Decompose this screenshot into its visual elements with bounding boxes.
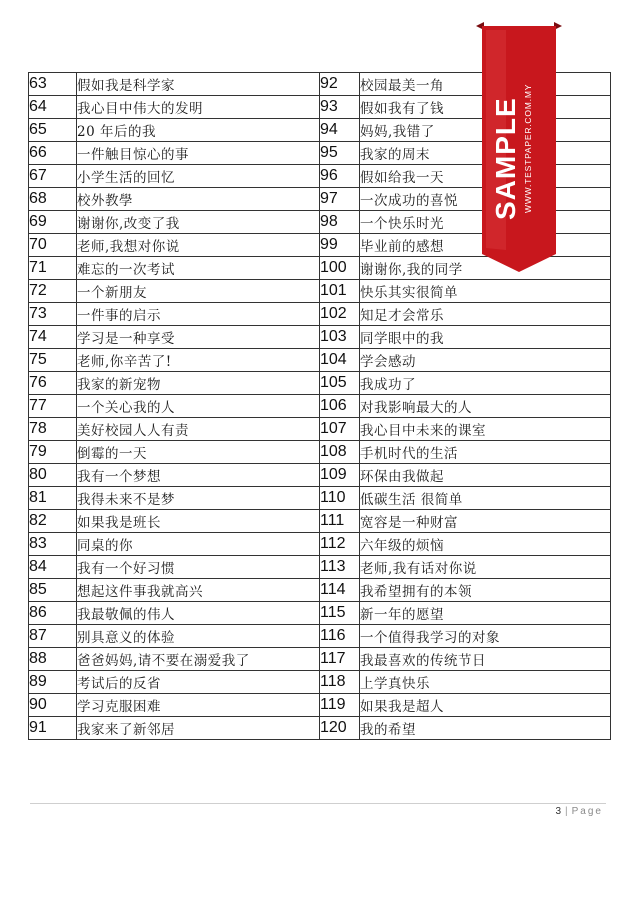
topic-number: 102 (320, 303, 360, 326)
topic-title: 校外教學 (77, 188, 320, 211)
topic-title: 老师,我想对你说 (77, 234, 320, 257)
topic-number: 103 (320, 326, 360, 349)
topic-title: 学习是一种享受 (77, 326, 320, 349)
sample-watermark-text: SAMPLE (490, 97, 521, 220)
topic-title: 我有一个好习惯 (77, 556, 320, 579)
table-row (29, 625, 611, 648)
topic-number: 110 (320, 487, 360, 510)
topic-number: 92 (320, 73, 360, 96)
topic-number: 100 (320, 257, 360, 280)
topic-title: 我家的新宠物 (77, 372, 320, 395)
topic-title: 一个值得我学习的对象 (360, 625, 611, 648)
topic-title: 老师,你辛苦了! (77, 349, 320, 372)
topic-number: 85 (29, 579, 77, 602)
topic-title: 别具意义的体验 (77, 625, 320, 648)
topic-number: 69 (29, 211, 77, 234)
topic-title: 同桌的你 (77, 533, 320, 556)
table-row (29, 326, 611, 349)
topic-number: 113 (320, 556, 360, 579)
topic-number: 115 (320, 602, 360, 625)
topic-title: 考试后的反省 (77, 671, 320, 694)
topic-title: 假如我有了钱 (360, 96, 611, 119)
topic-title: 我希望拥有的本领 (360, 579, 611, 602)
topic-number: 95 (320, 142, 360, 165)
topic-number: 84 (29, 556, 77, 579)
topic-number: 117 (320, 648, 360, 671)
topic-title: 我成功了 (360, 372, 611, 395)
topic-number: 67 (29, 165, 77, 188)
topic-number: 79 (29, 441, 77, 464)
topic-title: 我心目中未来的课室 (360, 418, 611, 441)
page-number: 3 (555, 806, 562, 817)
table-row (29, 602, 611, 625)
topic-title: 小学生活的回忆 (77, 165, 320, 188)
topic-number: 86 (29, 602, 77, 625)
table-row (29, 487, 611, 510)
topic-number: 65 (29, 119, 77, 142)
topic-title: 倒霉的一天 (77, 441, 320, 464)
topic-title: 爸爸妈妈,请不要在溺爱我了 (77, 648, 320, 671)
topic-title: 我有一个梦想 (77, 464, 320, 487)
topic-title: 环保由我做起 (360, 464, 611, 487)
topic-number: 82 (29, 510, 77, 533)
topic-title: 如果我是超人 (360, 694, 611, 717)
topic-number: 68 (29, 188, 77, 211)
topic-title: 谢谢你,我的同学 (360, 257, 611, 280)
topic-title: 难忘的一次考试 (77, 257, 320, 280)
topic-number: 63 (29, 73, 77, 96)
topic-number: 87 (29, 625, 77, 648)
topic-number: 116 (320, 625, 360, 648)
table-row (29, 671, 611, 694)
footer-separator: | (565, 806, 568, 817)
topic-number: 75 (29, 349, 77, 372)
topic-number: 99 (320, 234, 360, 257)
topic-title: 如果我是班长 (77, 510, 320, 533)
topic-number: 120 (320, 717, 360, 740)
topic-title: 手机时代的生活 (360, 441, 611, 464)
topic-title: 知足才会常乐 (360, 303, 611, 326)
table-row (29, 280, 611, 303)
topic-number: 119 (320, 694, 360, 717)
topic-title: 我家来了新邻居 (77, 717, 320, 740)
page-label: Page (571, 806, 603, 817)
table-row (29, 349, 611, 372)
footer-divider (30, 803, 606, 804)
topic-number: 64 (29, 96, 77, 119)
topic-title: 一件事的启示 (77, 303, 320, 326)
topic-number: 108 (320, 441, 360, 464)
topic-title: 我的希望 (360, 717, 611, 740)
topic-title: 一次成功的喜悦 (360, 188, 611, 211)
table-row (29, 303, 611, 326)
topic-number: 112 (320, 533, 360, 556)
table-row (29, 372, 611, 395)
topic-title: 我心目中伟大的发明 (77, 96, 320, 119)
table-row (29, 510, 611, 533)
table-row (29, 556, 611, 579)
topic-title: 宽容是一种财富 (360, 510, 611, 533)
topic-number: 114 (320, 579, 360, 602)
topic-number: 66 (29, 142, 77, 165)
topic-title: 新一年的愿望 (360, 602, 611, 625)
topic-title: 美好校园人人有责 (77, 418, 320, 441)
table-row (29, 464, 611, 487)
topic-title: 假如给我一天 (360, 165, 611, 188)
topic-title: 谢谢你,改变了我 (77, 211, 320, 234)
table-row (29, 579, 611, 602)
topic-number: 91 (29, 717, 77, 740)
topic-title: 一件触目惊心的事 (77, 142, 320, 165)
topic-number: 78 (29, 418, 77, 441)
topic-title: 老师,我有话对你说 (360, 556, 611, 579)
topic-title: 校园最美一角 (360, 73, 611, 96)
topic-title: 想起这件事我就高兴 (77, 579, 320, 602)
topic-number: 111 (320, 510, 360, 533)
table-row (29, 441, 611, 464)
table-row (29, 717, 611, 740)
topic-title: 六年级的烦恼 (360, 533, 611, 556)
topic-title: 我得未来不是梦 (77, 487, 320, 510)
topic-number: 77 (29, 395, 77, 418)
topic-number: 72 (29, 280, 77, 303)
topic-number: 90 (29, 694, 77, 717)
topic-title: 对我影响最大的人 (360, 395, 611, 418)
table-row (29, 395, 611, 418)
topic-number: 83 (29, 533, 77, 556)
topic-title: 低碳生活 很简单 (360, 487, 611, 510)
topic-title: 学习克服困难 (77, 694, 320, 717)
topic-number: 104 (320, 349, 360, 372)
topic-title: 我最喜欢的传统节日 (360, 648, 611, 671)
topic-number: 71 (29, 257, 77, 280)
topic-title: 一个关心我的人 (77, 395, 320, 418)
topic-title: 一个快乐时光 (360, 211, 611, 234)
topic-title: 毕业前的感想 (360, 234, 611, 257)
page-footer (555, 806, 603, 817)
topic-title: 同学眼中的我 (360, 326, 611, 349)
topic-title: 一个新朋友 (77, 280, 320, 303)
topic-number: 106 (320, 395, 360, 418)
topic-number: 101 (320, 280, 360, 303)
topic-number: 105 (320, 372, 360, 395)
topic-number: 81 (29, 487, 77, 510)
table-row (29, 694, 611, 717)
topic-title: 假如我是科学家 (77, 73, 320, 96)
topic-number: 73 (29, 303, 77, 326)
topic-title: 学会感动 (360, 349, 611, 372)
watermark-url: WWW.TESTPAPER.COM.MY (523, 83, 533, 213)
topic-number: 98 (320, 211, 360, 234)
topic-number: 80 (29, 464, 77, 487)
topic-number: 94 (320, 119, 360, 142)
topic-number: 96 (320, 165, 360, 188)
topic-number: 109 (320, 464, 360, 487)
topic-number: 70 (29, 234, 77, 257)
table-row (29, 648, 611, 671)
topic-title: 20 年后的我 (77, 119, 320, 142)
topic-number: 76 (29, 372, 77, 395)
table-row (29, 418, 611, 441)
topic-title: 妈妈,我错了 (360, 119, 611, 142)
topic-title: 我最敬佩的伟人 (77, 602, 320, 625)
topic-number: 74 (29, 326, 77, 349)
table-row (29, 533, 611, 556)
topic-number: 93 (320, 96, 360, 119)
topic-title: 我家的周末 (360, 142, 611, 165)
topic-number: 118 (320, 671, 360, 694)
topic-number: 97 (320, 188, 360, 211)
topic-number: 88 (29, 648, 77, 671)
topic-number: 107 (320, 418, 360, 441)
topic-number: 89 (29, 671, 77, 694)
topic-title: 快乐其实很简单 (360, 280, 611, 303)
topic-title: 上学真快乐 (360, 671, 611, 694)
